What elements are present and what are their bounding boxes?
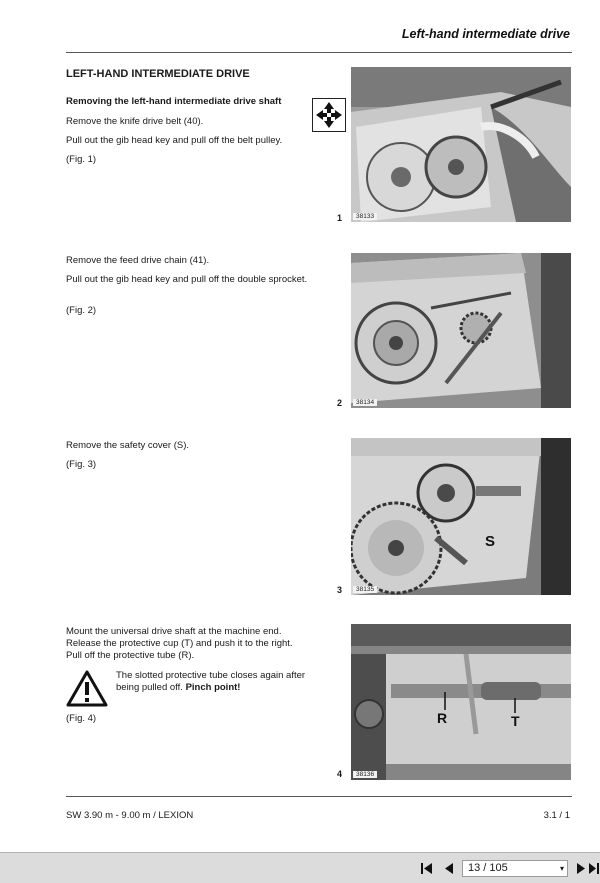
step2-figref: (Fig. 2) — [66, 305, 97, 316]
prev-page-icon[interactable] — [442, 862, 456, 875]
step2-line2: Pull out the gib head key and pull off the double sprocket. — [66, 274, 308, 285]
figure-4-photo-id: 38136 — [353, 771, 377, 778]
step1-line1: Remove the knife drive belt (40). — [66, 116, 204, 127]
dropdown-arrow-icon[interactable]: ▾ — [559, 864, 564, 873]
footer-rule — [66, 796, 572, 797]
figure-1-photo-id: 38133 — [353, 213, 377, 220]
next-page-icon[interactable] — [574, 862, 588, 875]
figure-2-number: 2 — [337, 398, 343, 408]
figure-3-number: 3 — [337, 585, 343, 595]
warning-emphasis: Pinch point! — [185, 682, 241, 693]
section-title: LEFT-HAND INTERMEDIATE DRIVE — [66, 68, 250, 80]
figure-1-number: 1 — [337, 213, 343, 223]
viewer-toolbar — [0, 852, 600, 883]
page-number-select[interactable] — [462, 860, 568, 877]
warning-triangle-icon — [66, 670, 108, 708]
footer-model: SW 3.90 m - 9.00 m / LEXION — [66, 810, 194, 821]
page-header-title: Left-hand intermediate drive — [401, 27, 570, 41]
step3-figref: (Fig. 3) — [66, 459, 97, 470]
header-rule — [66, 52, 572, 53]
step3-line1: Remove the safety cover (S). — [66, 440, 190, 451]
section-subtitle: Removing the left-hand intermediate drive shaft — [66, 96, 282, 107]
last-page-icon[interactable] — [588, 862, 600, 875]
figure-4-photo — [351, 624, 571, 780]
figure-4-number: 4 — [337, 769, 343, 779]
figure-4-label-R: R — [437, 710, 448, 726]
step2-line1: Remove the feed drive chain (41). — [66, 255, 210, 266]
figure-2-photo — [351, 253, 571, 408]
step1-figref: (Fig. 1) — [66, 154, 97, 165]
figure-4-label-T: T — [511, 713, 520, 729]
figure-1-photo — [351, 67, 571, 222]
figure-2-photo-id: 38134 — [353, 399, 377, 406]
figure-3-label-S: S — [485, 533, 496, 550]
step1-line2: Pull out the gib head key and pull off the belt pulley. — [66, 135, 283, 146]
page-indicator: 13 / 105 — [468, 862, 508, 874]
figure-3-photo-id: 38135 — [353, 586, 377, 593]
first-page-icon[interactable] — [420, 862, 434, 875]
move-arrows-icon — [312, 98, 346, 132]
warning-message: The slotted protective tube closes again after being pulled off. — [116, 670, 306, 693]
footer-page-number: 3.1 / 1 — [543, 810, 570, 821]
figure-3-photo — [351, 438, 571, 595]
warning-text — [116, 670, 306, 694]
step4-figref: (Fig. 4) — [66, 713, 97, 724]
step4-line1: Mount the universal drive shaft at the machine end. Release the protective cup (T) and push it to the right. Pull off the protective tube (R). — [66, 626, 293, 661]
